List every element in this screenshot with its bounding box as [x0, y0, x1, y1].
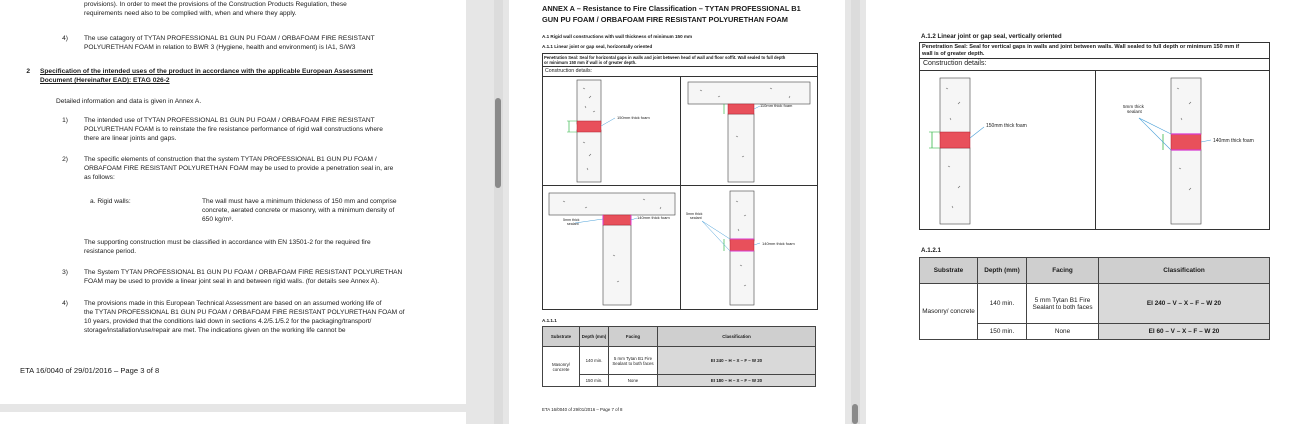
scrollbar-thumb-right[interactable] — [852, 404, 858, 424]
construction-details-box — [542, 53, 818, 310]
table-cell-substrate: Masonry/ concrete — [920, 284, 978, 340]
table-header-cell: Substrate — [920, 258, 978, 284]
construction-details-label: Construction details: — [923, 60, 987, 67]
table-cell: None — [1027, 324, 1099, 340]
table-header-cell: Depth (mm) — [580, 327, 609, 347]
table-cell: 150 min. — [580, 375, 609, 387]
classification-table-vertical — [919, 257, 1270, 340]
paragraph-line: resistance period. — [84, 248, 137, 255]
sub-item-label: a. Rigid walls: — [90, 198, 131, 205]
divider — [920, 58, 1269, 59]
paragraph-line: The System TYTAN PROFESSIONAL B1 GUN PU FOAM / ORBAFOAM FIRE RESISTANT POLYURETHAN — [84, 269, 403, 276]
sealant-label: 5mm thick — [563, 218, 580, 222]
section-heading: A.1 Rigid wall constructions with wall thickness of minimum 150 mm — [542, 34, 693, 39]
table-header-cell: Facing — [1027, 258, 1099, 284]
list-number: 4) — [62, 35, 68, 42]
document-page-middle — [509, 0, 845, 424]
sealant-label: sealant — [690, 216, 702, 220]
paragraph-line: Penetration Seal: Seal for vertical gaps in walls and joint between walls. Wall sealed to full depth or minimum 150 mm if — [922, 44, 1240, 50]
list-number: 3) — [62, 269, 68, 276]
table-row — [543, 375, 816, 387]
table-cell: 140 min. — [978, 284, 1027, 324]
paragraph-line: as follows: — [84, 174, 115, 181]
table-cell: 5 mm Tytan B1 Fire Sealant to both faces — [1027, 284, 1099, 324]
diagram-wall-gap-sealant — [680, 185, 817, 309]
page-footer: ETA 16/0040 of 29/01/2016 – Page 7 of 8 — [542, 407, 623, 412]
annex-title: ANNEX A – Resistance to Fire Classification – TYTAN PROFESSIONAL B1 — [542, 4, 801, 13]
table-header-row — [920, 258, 1270, 284]
diagram-wall-gap-vertical — [920, 70, 1095, 229]
table-caption: A.1.2.1 — [921, 247, 941, 254]
table-header-cell: Substrate — [543, 327, 580, 347]
paragraph-line: 10 years, provided that the conditions laid down in sections 4.2/5.1/5.2 for the packaging/transport/ — [84, 318, 372, 325]
section-number: 2 — [26, 68, 30, 75]
foam-label: 140mm thick foam — [762, 241, 795, 246]
table-header-cell: Classification — [658, 327, 816, 347]
paragraph-line: The provisions made in this European Technical Assessment are based on an assumed working life of — [84, 300, 382, 307]
paragraph-line: provisions). In order to meet the provisions of the Construction Products Regulation, these — [84, 1, 347, 8]
diagram-head-of-wall-sealant — [543, 185, 680, 309]
sealant-label: sealant — [567, 222, 579, 226]
diagram-head-of-wall — [680, 76, 817, 185]
construction-details-label: Construction details: — [545, 68, 592, 74]
table-cell-classification: EI 60 – V – X – F – W 20 — [1099, 324, 1270, 340]
foam-label: 150mm thick foam — [986, 123, 1027, 129]
table-header-cell: Depth (mm) — [978, 258, 1027, 284]
diagram-wall-gap-vertical-section — [543, 76, 680, 185]
classification-table-horizontal — [542, 326, 816, 387]
penetration-seal-description — [544, 55, 816, 65]
paragraph-line: The supporting construction must be classified in accordance with EN 13501-2 for the required fire — [84, 239, 371, 246]
paragraph-line: storage/installation/use/repair are met. The indications given on the working life cannot be — [84, 327, 346, 334]
table-header-cell: Classification — [1099, 258, 1270, 284]
section-heading: Document (Hereinafter EAD): ETAG 026-2 — [40, 77, 170, 84]
scrollbar-track-left[interactable] — [494, 0, 503, 424]
page-gap — [0, 404, 466, 412]
table-cell: 5 mm Tytan B1 Fire Sealant to both faces — [609, 347, 658, 375]
section-heading: Specification of the intended uses of the product in accordance with the applicable European Assessment — [40, 68, 373, 75]
page-footer: ETA 16/0040 of 29/01/2016 – Page 3 of 8 — [20, 366, 160, 375]
paragraph-line: concrete, aerated concrete or masonry, with a minimum density of — [202, 207, 395, 214]
list-number: 4) — [62, 300, 68, 307]
paragraph-line: FOAM may be used to provide a linear joint seal in and between rigid walls. (for details see Annex A). — [84, 278, 380, 285]
annex-title: GUN PU FOAM / ORBAFOAM FIRE RESISTANT POLYURETHAN FOAM — [542, 15, 788, 24]
paragraph-line: ORBAFOAM FIRE RESISTANT POLYURETHAN FOAM may be used to provide a penetration seal in, are — [84, 165, 394, 172]
paragraph-line: The use catagory of TYTAN PROFESSIONAL B1 GUN PU FOAM / ORBAFOAM FIRE RESISTANT — [84, 35, 375, 42]
table-cell: 140 min. — [580, 347, 609, 375]
table-row — [543, 347, 816, 375]
sealant-label: 5mm thick — [1123, 104, 1144, 109]
paragraph-line: Penetration Seal: Seal for horizontal gaps in walls and joint between head of wall and floor soffit. Wall sealed to full depth — [544, 55, 786, 60]
table-caption: A.1.1.1 — [542, 318, 557, 323]
paragraph-line: The intended use of TYTAN PROFESSIONAL B1 GUN PU FOAM / ORBAFOAM FIRE RESISTANT — [84, 117, 375, 124]
table-cell: None — [609, 375, 658, 387]
paragraph-line: Detailed information and data is given in Annex A. — [56, 98, 202, 105]
table-cell: 150 min. — [978, 324, 1027, 340]
section-heading: A.1.2 Linear joint or gap seal, vertically oriented — [921, 33, 1062, 40]
table-cell-classification: EI 240 – V – X – F – W 20 — [1099, 284, 1270, 324]
list-number: 2) — [62, 156, 68, 163]
paragraph-line: or minimum 150 mm if wall is of greater depth. — [544, 60, 637, 66]
paragraph-line: The wall must have a minimum thickness of 150 mm and comprise — [202, 198, 397, 205]
table-header-row — [543, 327, 816, 347]
penetration-seal-description — [922, 44, 1267, 58]
sealant-label: sealant — [1127, 109, 1142, 114]
paragraph-line: The specific elements of construction that the system TYTAN PROFESSIONAL B1 GUN PU FOAM / — [84, 156, 377, 163]
foam-label: 110mm thick foam — [760, 103, 793, 108]
paragraph-line: the TYTAN PROFESSIONAL B1 GUN PU FOAM / ORBAFOAM FIRE RESISTANT POLYURETHAN FOAM of — [84, 309, 405, 316]
paragraph-line: POLYURETHAN FOAM in relation to BWR 3 (Hygiene, health and environment) is IA1, S/W3 — [84, 44, 356, 51]
foam-label: 150mm thick foam — [617, 115, 650, 120]
paragraph-line: requirements need also to be complied with, when and where they apply. — [84, 10, 297, 17]
document-page-right — [866, 0, 1295, 424]
table-header-cell: Facing — [609, 327, 658, 347]
table-row — [920, 284, 1270, 324]
document-page-next — [0, 412, 466, 424]
paragraph-line: POLYURETHAN FOAM is to reinstate the fire resistance performance of rigid wall constructions where — [84, 126, 383, 133]
construction-details-box — [919, 42, 1270, 230]
foam-label: 140mm thick foam — [637, 215, 670, 220]
list-number: 1) — [62, 117, 68, 124]
divider — [543, 66, 817, 67]
paragraph-line: 650 kg/m³. — [202, 216, 234, 223]
document-page-left — [0, 0, 466, 404]
table-cell-substrate: Masonry/ concrete — [543, 347, 580, 387]
paragraph-line: wall is of greater depth. — [922, 51, 985, 57]
table-cell-classification: EI 240 – H – X – F – W 20 — [658, 347, 816, 375]
paragraph-line: there are linear joints and gaps. — [84, 135, 177, 142]
scrollbar-track-right[interactable] — [851, 0, 860, 424]
sealant-label: 5mm thick — [686, 212, 703, 216]
scrollbar-thumb-left[interactable] — [495, 98, 501, 188]
foam-label: 140mm thick foam — [1213, 138, 1254, 144]
table-cell-classification: EI 180 – H – X – F – W 20 — [658, 375, 816, 387]
section-heading: A.1.1 Linear joint or gap seal, horizontally oriented — [542, 44, 653, 49]
diagram-wall-gap-vertical-sealant — [1095, 70, 1269, 229]
